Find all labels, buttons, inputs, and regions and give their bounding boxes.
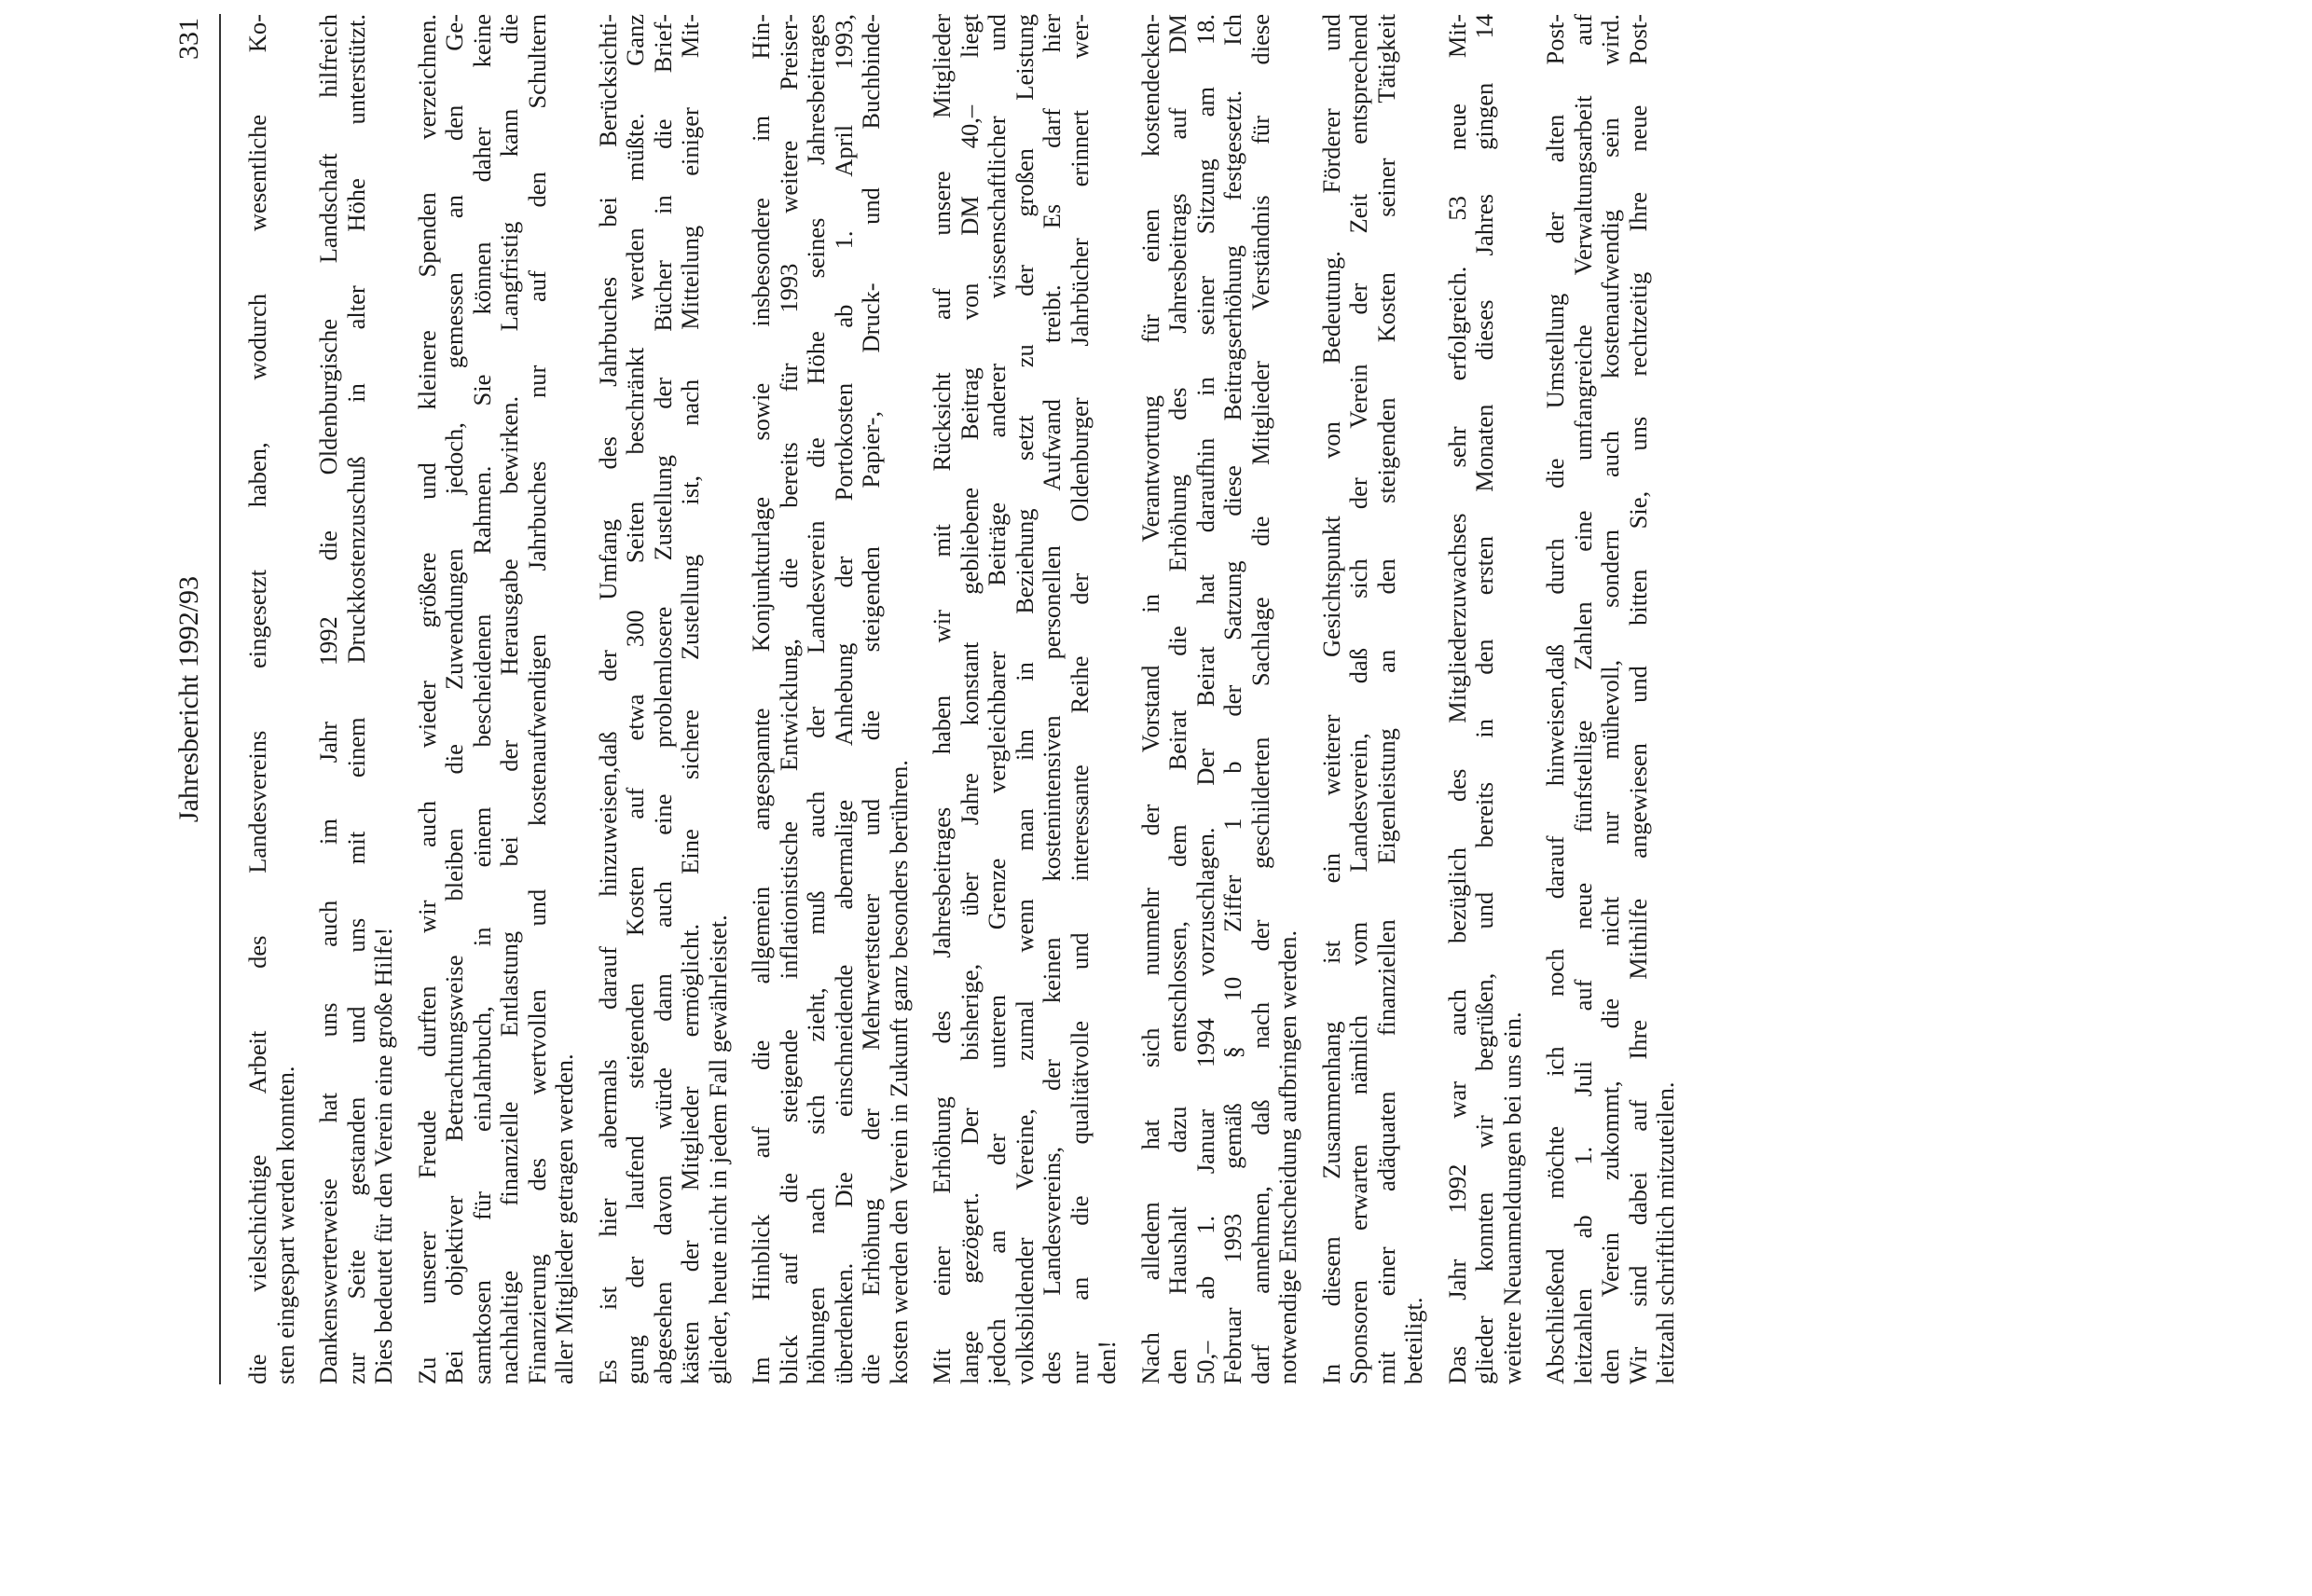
text-line: darf annehmen, daß nach der geschilderten Sachlage die Mitglieder Verständnis für diese <box>1245 14 1274 1384</box>
text-line: zur Seite gestanden und uns mit einem Druckkostenzuschuß in alter Höhe unterstützt. <box>341 14 370 1384</box>
text-line: mit einer adäquaten finanziellen Eigenleistung an den steigenden Kosten seiner Tätigkeit <box>1371 14 1400 1384</box>
text-line: blick auf die steigende inflationistische Entwicklung, die bereits für 1993 weitere Preiser- <box>774 14 803 1384</box>
text-line: samtkosen für einJahrbuch, in einem bescheidenen Rahmen. Sie können daher keine <box>467 14 496 1384</box>
text-line: Zu unserer Freude durften wir auch wieder größere und kleinere Spenden verzeichnen. <box>412 14 441 1384</box>
text-line: abgesehen davon würde dann auch eine problemlosere Zustellung der Bücher in die Brief- <box>648 14 677 1384</box>
text-line: notwendige Entscheidung aufbringen werden. <box>1273 929 1301 1384</box>
text-line: aller Mitglieder getragen werden. <box>550 1053 578 1384</box>
text-line: kosten werden den Verein in Zukunft ganz besonders berühren. <box>884 760 913 1384</box>
text-line: glieder konnten wir begrüßen, und bereits in den ersten Monaten dieses Jahres gingen 14 <box>1470 14 1498 1384</box>
paragraph <box>414 14 579 1384</box>
text-line: Sponsoren erwarten nämlich vom Landesverein, daß sich der Verein der Zeit entsprechend <box>1344 14 1372 1384</box>
text-line: Dies bedeutet für den Verein eine große Hilfe! <box>369 927 397 1384</box>
paragraph <box>1444 14 1527 1384</box>
rotated-page <box>168 14 2032 1384</box>
text-line: Finanzierung des wertvollen und kostenaufwendigen Jahrbuches nur auf den Schultern <box>522 14 551 1384</box>
text-line: nur an die qualitätvolle und interessante Reihe der Oldenburger Jahrbücher erinnert wer- <box>1065 14 1094 1384</box>
paragraph <box>1542 14 1680 1384</box>
text-line: Bei objektiver Betrachtungsweise bleiben die Zuwendungen jedoch, gemessen an den Ge- <box>440 14 468 1384</box>
text-line: 50,– ab 1. Januar 1994 vorzuschlagen. Der Beirat hat daraufhin in seiner Sitzung am 18. <box>1190 14 1219 1384</box>
text-line: beteiligt. <box>1399 1297 1427 1384</box>
running-head <box>168 14 224 1384</box>
text-line: Dankenswerterweise hat uns auch im Jahr 1992 die Oldenburgische Landschaft hilfreich <box>314 14 342 1384</box>
paragraph <box>1318 14 1428 1384</box>
paragraph <box>929 14 1122 1384</box>
paragraph <box>315 14 398 1384</box>
text-line: die Erhöhung der Mehrwertsteuer und die steigenden Papier-, Druck- und Buchbinde- <box>857 14 885 1384</box>
body-text <box>244 14 1696 1384</box>
text-line: Das Jahr 1992 war auch bezüglich des Mitgliederzuwachses sehr erfolgreich. 53 neue Mit- <box>1442 14 1471 1384</box>
text-line: die vielschichtige Arbeit des Landesvereins eingesetzt haben, wodurch wesentliche Ko- <box>243 14 271 1384</box>
text-line: leitzahl schriftlich mitzuteilen. <box>1651 1081 1679 1384</box>
text-line: Im Hinblick auf die allgemein angespannte Konjunkturlage sowie insbesondere im Hin- <box>747 14 775 1384</box>
paragraph <box>748 14 913 1384</box>
paragraph <box>595 14 733 1384</box>
text-line: Es ist hier abermals darauf hinzuweisen,daß der Umfang des Jahrbuches bei Berücksichti- <box>593 14 622 1384</box>
text-line: weitere Neuanmeldungen bei uns ein. <box>1497 1011 1526 1384</box>
text-line: lange gezögert. Der bisherige, über Jahre konstant gebliebene Beitrag von DM 40,– liegt <box>955 14 984 1384</box>
text-line: Wir sind dabei auf Ihre Mithilfe angewiesen und bitten Sie, uns rechtzeitig Ihre neue Post- <box>1623 14 1652 1384</box>
paragraph <box>1137 14 1302 1384</box>
text-line: gung der laufend steigenden Kosten auf etwa 300 Seiten beschränkt werden müßte. Ganz <box>621 14 649 1384</box>
text-line: den! <box>1093 1340 1121 1384</box>
text-line: den Haushalt dazu entschlossen, dem Beirat die Erhöhung des Jahresbeitrags auf DM <box>1163 14 1191 1384</box>
text-line: Nach alledem hat sich nunmehr der Vorstand in Verantwortung für einen kostendecken- <box>1135 14 1164 1384</box>
text-line: kästen der Mitglieder ermöglicht. Eine sichere Zustellung ist, nach Mitteilung einiger Mit- <box>676 14 704 1384</box>
text-line: glieder, heute nicht in jedem Fall gewährleistet. <box>703 915 732 1384</box>
text-line: Mit einer Erhöhung des Jahresbeitrages haben wir mit Rücksicht auf unsere Mitglieder <box>928 14 956 1384</box>
page-number: 331 <box>173 18 204 60</box>
header-rule <box>219 14 221 1384</box>
text-line: den Verein zukommt, die nicht nur mühevoll, sondern auch kostenaufwendig sein wird. <box>1596 14 1624 1384</box>
paragraph <box>244 14 299 1384</box>
running-title: Jahresbericht 1992/93 <box>173 575 204 823</box>
text-line: nachhaltige finanzielle Entlastung bei der Herausgabe bewirken. Langfristig kann die <box>495 14 523 1384</box>
text-line: volksbildender Vereine, zumal wenn man ihn in Beziehung setzt zu der großen Leistung <box>1010 14 1039 1384</box>
text-line: leitzahlen ab 1. Juli auf neue fünfstellige Zahlen eine umfangreiche Verwaltungsarbeit auf <box>1568 14 1597 1384</box>
text-line: In diesem Zusammenhang ist ein weiterer Gesichtspunkt von Bedeutung. Förderer und <box>1316 14 1345 1384</box>
text-line: Abschließend möchte ich noch darauf hinweisen,daß durch die Umstellung der alten Post- <box>1541 14 1569 1384</box>
text-line: jedoch an der unteren Grenze vergleichbarer Beiträge anderer wissenschaftlicher und <box>983 14 1011 1384</box>
text-line: überdenken. Die einschneidende abermalige Anhebung der Portokosten ab 1. April 1993, <box>829 14 858 1384</box>
text-line: Februar 1993 gemäß § 10 Ziffer 1 b der Satzung diese Beitragserhöhung festgesetzt. Ich <box>1218 14 1246 1384</box>
text-line: höhungen nach sich zieht, muß auch der Landesverein die Höhe seines Jahresbeitrages <box>802 14 830 1384</box>
text-line: des Landesvereins, der keinen kostenintensiven personellen Aufwand treibt. Es darf hier <box>1038 14 1066 1384</box>
text-line: sten eingespart werden konnten. <box>270 1066 299 1384</box>
